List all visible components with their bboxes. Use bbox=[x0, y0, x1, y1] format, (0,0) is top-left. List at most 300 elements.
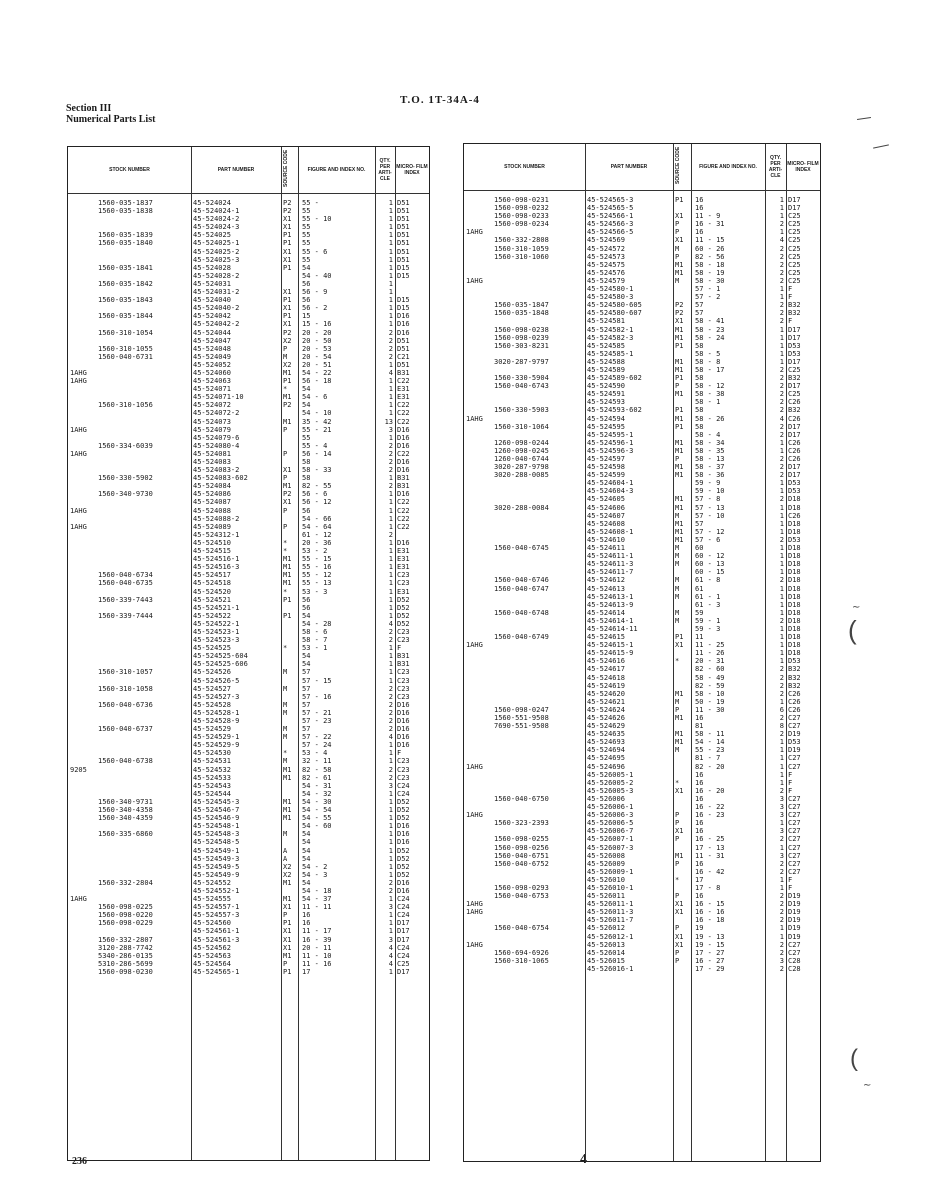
qty: 2 bbox=[779, 422, 784, 431]
microfilm-index: D17 bbox=[788, 325, 801, 334]
figure-index: 58 bbox=[302, 458, 311, 466]
figure-index: 16 bbox=[695, 794, 704, 803]
figure-index: 54 bbox=[302, 652, 311, 661]
qty: 2 bbox=[779, 948, 784, 957]
part-number: 45-526012-1 bbox=[587, 932, 634, 941]
part-number: 45-524525-604 bbox=[193, 652, 248, 661]
stock-number: 1560-035-1848 bbox=[494, 309, 549, 318]
figure-index: 55 bbox=[302, 239, 311, 248]
source-code: M1 bbox=[675, 503, 684, 512]
part-number: 45-524086 bbox=[193, 490, 231, 499]
table-row bbox=[464, 196, 820, 204]
code-prefix: 1AHG bbox=[70, 425, 87, 434]
qty: 1 bbox=[388, 741, 393, 750]
qty: 2 bbox=[388, 692, 393, 701]
figure-index: 59 - 1 bbox=[695, 616, 721, 625]
part-number: 45-524089 bbox=[193, 522, 231, 531]
qty: 1 bbox=[779, 778, 784, 787]
microfilm-index: C22 bbox=[397, 506, 410, 515]
stock-number: 1560-040-6745 bbox=[494, 544, 549, 553]
microfilm-index: D15 bbox=[397, 271, 410, 280]
qty: 1 bbox=[779, 479, 784, 488]
microfilm-index: C25 bbox=[397, 959, 410, 968]
microfilm-index: D18 bbox=[788, 519, 801, 528]
qty: 1 bbox=[779, 544, 784, 553]
part-number: 45-524620 bbox=[587, 689, 625, 698]
source-code: P1 bbox=[675, 633, 684, 642]
stock-number: 1560-040-6737 bbox=[98, 725, 153, 734]
table-row bbox=[68, 353, 429, 361]
header-rule bbox=[464, 190, 820, 191]
part-number: 45-524025-1 bbox=[193, 239, 240, 248]
table-row bbox=[68, 911, 429, 919]
header-stock-number: STOCK NUMBER bbox=[504, 164, 545, 170]
figure-index: 16 - 15 bbox=[695, 900, 725, 909]
qty: 1 bbox=[388, 409, 393, 418]
part-number: 45-524626 bbox=[587, 714, 625, 722]
table-row bbox=[464, 479, 820, 487]
table-row bbox=[464, 431, 820, 439]
part-number: 45-524588 bbox=[587, 357, 625, 366]
part-number: 45-524084 bbox=[193, 482, 231, 491]
source-code: X1 bbox=[283, 498, 292, 507]
part-number: 45-524533 bbox=[193, 773, 231, 782]
table-row bbox=[464, 261, 820, 269]
microfilm-index: C27 bbox=[788, 843, 801, 852]
header-source-code: SOURCE CODE bbox=[675, 146, 681, 184]
part-number: 45-524610 bbox=[587, 535, 625, 544]
code-prefix: 1AHG bbox=[466, 940, 483, 949]
source-code: A bbox=[283, 854, 288, 863]
part-number: 45-524528-1 bbox=[193, 708, 240, 717]
microfilm-index: D18 bbox=[788, 600, 801, 609]
figure-index: 54 - 10 bbox=[302, 409, 332, 418]
figure-index: 11 - 16 bbox=[302, 959, 332, 968]
figure-index: 56 - 12 bbox=[302, 498, 332, 507]
microfilm-index: C27 bbox=[788, 714, 801, 722]
stock-number: 1560-035-1840 bbox=[98, 239, 153, 248]
qty: 2 bbox=[779, 365, 784, 374]
stock-number: 1560-332-2804 bbox=[98, 878, 153, 887]
figure-index: 19 bbox=[695, 924, 704, 933]
microfilm-index: D16 bbox=[397, 490, 410, 499]
figure-index: 20 - 20 bbox=[302, 328, 332, 337]
source-code: P2 bbox=[283, 490, 292, 499]
part-number: 45-524569 bbox=[587, 236, 625, 245]
qty: 1 bbox=[388, 360, 393, 369]
microfilm-index: B32 bbox=[788, 406, 801, 415]
table-row bbox=[68, 944, 429, 952]
part-number: 45-524613-9 bbox=[587, 600, 634, 609]
part-number: 45-524549-5 bbox=[193, 862, 240, 871]
source-code: M1 bbox=[675, 390, 684, 399]
part-number: 45-524521 bbox=[193, 595, 231, 604]
part-number: 45-524531 bbox=[193, 757, 231, 766]
part-number: 45-524573 bbox=[587, 252, 625, 261]
table-row bbox=[464, 536, 820, 544]
margin-mark: ∼ bbox=[852, 602, 861, 613]
part-number: 45-524580-3 bbox=[587, 293, 634, 302]
table-row bbox=[68, 515, 429, 523]
part-number: 45-524565-5 bbox=[587, 204, 634, 213]
figure-index: 54 - 14 bbox=[695, 738, 725, 747]
microfilm-index: C26 bbox=[788, 697, 801, 706]
part-number: 45-524049 bbox=[193, 352, 231, 361]
table-row bbox=[464, 819, 820, 827]
stock-number: 1560-310-1059 bbox=[494, 244, 549, 253]
microfilm-index: D18 bbox=[788, 560, 801, 569]
source-code: X1 bbox=[675, 827, 684, 836]
stock-number: 1560-098-0238 bbox=[494, 325, 549, 334]
table-row bbox=[464, 593, 820, 601]
part-number: 45-524525 bbox=[193, 644, 231, 653]
figure-index: 58 - 10 bbox=[695, 689, 725, 698]
part-number: 45-524552-1 bbox=[193, 886, 240, 895]
table-row bbox=[464, 544, 820, 552]
stock-number: 1560-332-2808 bbox=[494, 236, 549, 245]
table-row bbox=[68, 644, 429, 652]
source-code: M1 bbox=[283, 797, 292, 806]
stock-number: 1560-098-0234 bbox=[494, 220, 549, 229]
table-row bbox=[464, 236, 820, 244]
qty: 1 bbox=[779, 584, 784, 593]
figure-index: 16 bbox=[695, 778, 704, 787]
microfilm-index: C24 bbox=[397, 789, 410, 798]
qty: 1 bbox=[779, 341, 784, 350]
figure-index: 57 bbox=[302, 700, 311, 709]
source-code: X1 bbox=[675, 932, 684, 941]
qty: 2 bbox=[779, 576, 784, 585]
qty: 2 bbox=[779, 940, 784, 949]
table-row bbox=[464, 358, 820, 366]
part-number: 45-526014 bbox=[587, 948, 625, 957]
qty: 1 bbox=[388, 563, 393, 572]
figure-index: 11 - 11 bbox=[302, 903, 332, 912]
microfilm-index: D52 bbox=[397, 797, 410, 806]
part-number: 45-524582-1 bbox=[587, 325, 634, 334]
table-row bbox=[68, 418, 429, 426]
part-number: 45-524557-1 bbox=[193, 903, 240, 912]
source-code: P1 bbox=[283, 263, 292, 272]
stock-number: 1560-040-6751 bbox=[494, 851, 549, 860]
microfilm-index: C21 bbox=[397, 352, 410, 361]
figure-index: 17 - 29 bbox=[695, 964, 725, 973]
qty: 1 bbox=[388, 830, 393, 839]
microfilm-index: C24 bbox=[397, 895, 410, 904]
microfilm-index: D51 bbox=[397, 223, 410, 232]
stock-number: 1560-334-6039 bbox=[98, 441, 153, 450]
qty: 2 bbox=[779, 892, 784, 901]
figure-index: 58 - 30 bbox=[695, 276, 725, 285]
part-number: 45-526006-7 bbox=[587, 827, 634, 836]
microfilm-index: D52 bbox=[397, 595, 410, 604]
figure-index: 57 bbox=[695, 301, 704, 310]
source-code: * bbox=[675, 657, 680, 666]
table-row bbox=[464, 423, 820, 431]
microfilm-index: D16 bbox=[397, 838, 410, 847]
source-code: M1 bbox=[283, 773, 292, 782]
table-row bbox=[464, 803, 820, 811]
table-row bbox=[68, 239, 429, 247]
qty: 2 bbox=[388, 441, 393, 450]
microfilm-index: D51 bbox=[397, 360, 410, 369]
part-number: 45-526010-1 bbox=[587, 883, 634, 892]
microfilm-index: C26 bbox=[788, 446, 801, 455]
microfilm-index: E31 bbox=[397, 385, 410, 394]
figure-index: 54 - 37 bbox=[302, 895, 332, 904]
stock-number: 1560-040-6749 bbox=[494, 633, 549, 642]
qty: 2 bbox=[388, 708, 393, 717]
source-code: P1 bbox=[675, 341, 684, 350]
header-qty-per-article: QTY. PER ARTI- CLE bbox=[768, 155, 783, 179]
table-row bbox=[68, 652, 429, 660]
part-number: 45-524521-1 bbox=[193, 603, 240, 612]
stock-number: 1560-310-1057 bbox=[98, 668, 153, 677]
table-row bbox=[68, 879, 429, 887]
stock-number: 1560-098-0247 bbox=[494, 705, 549, 714]
part-number: 45-524312-1 bbox=[193, 530, 240, 539]
qty: 2 bbox=[779, 317, 784, 326]
figure-index: 16 bbox=[695, 714, 704, 722]
stock-number: 1560-332-2807 bbox=[98, 935, 153, 944]
part-number: 45-524549-1 bbox=[193, 846, 240, 855]
table-row bbox=[464, 269, 820, 277]
table-row bbox=[68, 547, 429, 555]
microfilm-index: D18 bbox=[788, 527, 801, 536]
table-row bbox=[68, 426, 429, 434]
table-row bbox=[68, 919, 429, 927]
qty: 1 bbox=[779, 568, 784, 577]
part-number: 45-524071-10 bbox=[193, 393, 244, 402]
qty: 1 bbox=[779, 762, 784, 771]
qty: 1 bbox=[779, 592, 784, 601]
table-row bbox=[68, 296, 429, 304]
part-number: 45-524555 bbox=[193, 895, 231, 904]
figure-index: 54 - 66 bbox=[302, 514, 332, 523]
table-row bbox=[464, 665, 820, 673]
source-code: M bbox=[675, 608, 680, 617]
figure-index: 56 bbox=[302, 595, 311, 604]
figure-index: 16 bbox=[695, 819, 704, 828]
table-row bbox=[68, 288, 429, 296]
qty: 2 bbox=[779, 835, 784, 844]
margin-mark: ( bbox=[850, 1045, 858, 1072]
figure-index: 54 - 60 bbox=[302, 822, 332, 831]
part-number: 45-526005-1 bbox=[587, 770, 634, 779]
figure-index: 54 - 6 bbox=[302, 393, 328, 402]
figure-index: 57 - 23 bbox=[302, 717, 332, 725]
qty: 1 bbox=[388, 838, 393, 847]
microfilm-index: F bbox=[788, 778, 793, 787]
figure-index: 11 - 25 bbox=[695, 641, 725, 650]
part-number: 45-524024-1 bbox=[193, 207, 240, 216]
table-row bbox=[464, 738, 820, 746]
table-row bbox=[68, 393, 429, 401]
table-row bbox=[68, 223, 429, 231]
microfilm-index: D51 bbox=[397, 231, 410, 240]
qty: 2 bbox=[779, 390, 784, 399]
table-row bbox=[464, 487, 820, 495]
header-figure-index: FIGURE AND INDEX NO. bbox=[699, 164, 757, 170]
microfilm-index: D51 bbox=[397, 344, 410, 353]
qty: 1 bbox=[388, 967, 393, 976]
source-code: X1 bbox=[675, 212, 684, 221]
qty: 2 bbox=[779, 301, 784, 310]
stock-number: 1560-040-6735 bbox=[98, 579, 153, 588]
microfilm-index: C25 bbox=[788, 260, 801, 269]
qty: 1 bbox=[388, 288, 393, 297]
microfilm-index: C26 bbox=[788, 705, 801, 714]
table-row bbox=[68, 774, 429, 782]
microfilm-index: D16 bbox=[397, 458, 410, 466]
figure-index: 81 bbox=[695, 722, 704, 731]
stock-number: 3020-287-9797 bbox=[494, 357, 549, 366]
table-row bbox=[464, 463, 820, 471]
part-number: 45-524525-606 bbox=[193, 660, 248, 669]
figure-index: 58 - 24 bbox=[695, 333, 725, 342]
source-code: X1 bbox=[283, 320, 292, 329]
figure-index: 57 - 10 bbox=[695, 511, 725, 520]
qty: 2 bbox=[779, 867, 784, 876]
stock-number: 1560-098-0220 bbox=[98, 911, 153, 920]
qty: 1 bbox=[388, 223, 393, 232]
figure-index: 82 - 58 bbox=[302, 765, 332, 774]
microfilm-index: D53 bbox=[788, 341, 801, 350]
figure-index: 58 - 34 bbox=[695, 438, 725, 447]
qty: 2 bbox=[779, 681, 784, 690]
table-row bbox=[68, 701, 429, 709]
table-row bbox=[68, 539, 429, 547]
microfilm-index: D52 bbox=[397, 870, 410, 879]
part-number: 45-524693 bbox=[587, 738, 625, 747]
figure-index: 82 - 60 bbox=[695, 665, 725, 674]
part-number: 45-524579 bbox=[587, 276, 625, 285]
figure-index: 54 - 40 bbox=[302, 271, 332, 280]
qty: 1 bbox=[388, 603, 393, 612]
stock-number: 1560-310-1060 bbox=[494, 252, 549, 261]
qty: 1 bbox=[388, 304, 393, 313]
source-code: M1 bbox=[675, 414, 684, 423]
figure-index: 82 - 61 bbox=[302, 773, 332, 782]
qty: 1 bbox=[388, 611, 393, 620]
table-row bbox=[68, 838, 429, 846]
figure-index: 55 - 12 bbox=[302, 571, 332, 580]
qty: 1 bbox=[779, 204, 784, 213]
part-number: 45-524621 bbox=[587, 697, 625, 706]
source-code: X1 bbox=[283, 935, 292, 944]
figure-index: 17 bbox=[695, 875, 704, 884]
table-row bbox=[68, 936, 429, 944]
source-code: M1 bbox=[675, 689, 684, 698]
qty: 1 bbox=[388, 749, 393, 758]
source-code: X1 bbox=[283, 466, 292, 475]
microfilm-index: C24 bbox=[397, 903, 410, 912]
table-row bbox=[464, 746, 820, 754]
stock-number: 1560-035-1841 bbox=[98, 263, 153, 272]
source-code: X1 bbox=[283, 927, 292, 936]
part-number: 45-524042 bbox=[193, 312, 231, 321]
figure-index: 58 - 13 bbox=[695, 455, 725, 463]
part-number: 45-524548-3 bbox=[193, 830, 240, 839]
source-code: M1 bbox=[675, 519, 684, 528]
figure-index: 57 - 24 bbox=[302, 741, 332, 750]
source-code: X1 bbox=[675, 317, 684, 326]
source-code: P1 bbox=[675, 406, 684, 415]
table-row bbox=[464, 390, 820, 398]
figure-index: 54 bbox=[302, 263, 311, 272]
qty: 1 bbox=[779, 333, 784, 342]
qty: 1 bbox=[388, 895, 393, 904]
qty: 1 bbox=[388, 514, 393, 523]
source-code: X1 bbox=[283, 943, 292, 952]
source-code: P bbox=[675, 382, 680, 391]
part-number: 45-524593 bbox=[587, 398, 625, 407]
table-row bbox=[464, 949, 820, 957]
figure-index: 58 - 38 bbox=[695, 390, 725, 399]
qty: 4 bbox=[779, 414, 784, 423]
part-number: 45-524544 bbox=[193, 789, 231, 798]
source-code: M1 bbox=[675, 851, 684, 860]
table-row bbox=[464, 795, 820, 803]
microfilm-index: C27 bbox=[788, 827, 801, 836]
part-number: 45-524048 bbox=[193, 344, 231, 353]
part-number: 45-524526 bbox=[193, 668, 231, 677]
table-row bbox=[68, 385, 429, 393]
code-prefix: 1AHG bbox=[466, 228, 483, 237]
code-prefix: 1AHG bbox=[466, 641, 483, 650]
microfilm-index: D51 bbox=[397, 199, 410, 207]
figure-index: 54 - 32 bbox=[302, 789, 332, 798]
part-number: 45-524031-2 bbox=[193, 288, 240, 297]
source-code: M bbox=[283, 352, 288, 361]
figure-index: 57 bbox=[302, 725, 311, 734]
qty: 1 bbox=[388, 199, 393, 207]
figure-index: 54 bbox=[302, 611, 311, 620]
qty: 1 bbox=[779, 819, 784, 828]
part-number: 45-524081 bbox=[193, 449, 231, 458]
source-code: M1 bbox=[283, 555, 292, 564]
figure-index: 58 bbox=[302, 474, 311, 483]
table-body bbox=[464, 196, 820, 973]
figure-index: 61 - 3 bbox=[695, 600, 721, 609]
part-number: 45-524580-607 bbox=[587, 309, 642, 318]
part-number: 45-524028-2 bbox=[193, 271, 240, 280]
stock-number: 3020-287-9798 bbox=[494, 463, 549, 472]
table-row bbox=[464, 301, 820, 309]
table-row bbox=[464, 560, 820, 568]
microfilm-index: C23 bbox=[397, 668, 410, 677]
table-row bbox=[68, 596, 429, 604]
stock-number: 1560-098-0293 bbox=[494, 883, 549, 892]
table-row bbox=[464, 860, 820, 868]
microfilm-index: D18 bbox=[788, 576, 801, 585]
table-row bbox=[464, 844, 820, 852]
table-row bbox=[68, 855, 429, 863]
table-row bbox=[68, 337, 429, 345]
table-row bbox=[464, 293, 820, 301]
part-number: 45-524528-9 bbox=[193, 717, 240, 725]
part-number: 45-524549-3 bbox=[193, 854, 240, 863]
microfilm-index: B32 bbox=[788, 301, 801, 310]
source-code: * bbox=[283, 587, 288, 596]
microfilm-index: C25 bbox=[788, 390, 801, 399]
figure-index: 57 bbox=[695, 519, 704, 528]
source-code: M1 bbox=[283, 482, 292, 491]
table-row bbox=[464, 916, 820, 924]
microfilm-index: C22 bbox=[397, 514, 410, 523]
table-row bbox=[464, 212, 820, 220]
microfilm-index: C23 bbox=[397, 757, 410, 766]
